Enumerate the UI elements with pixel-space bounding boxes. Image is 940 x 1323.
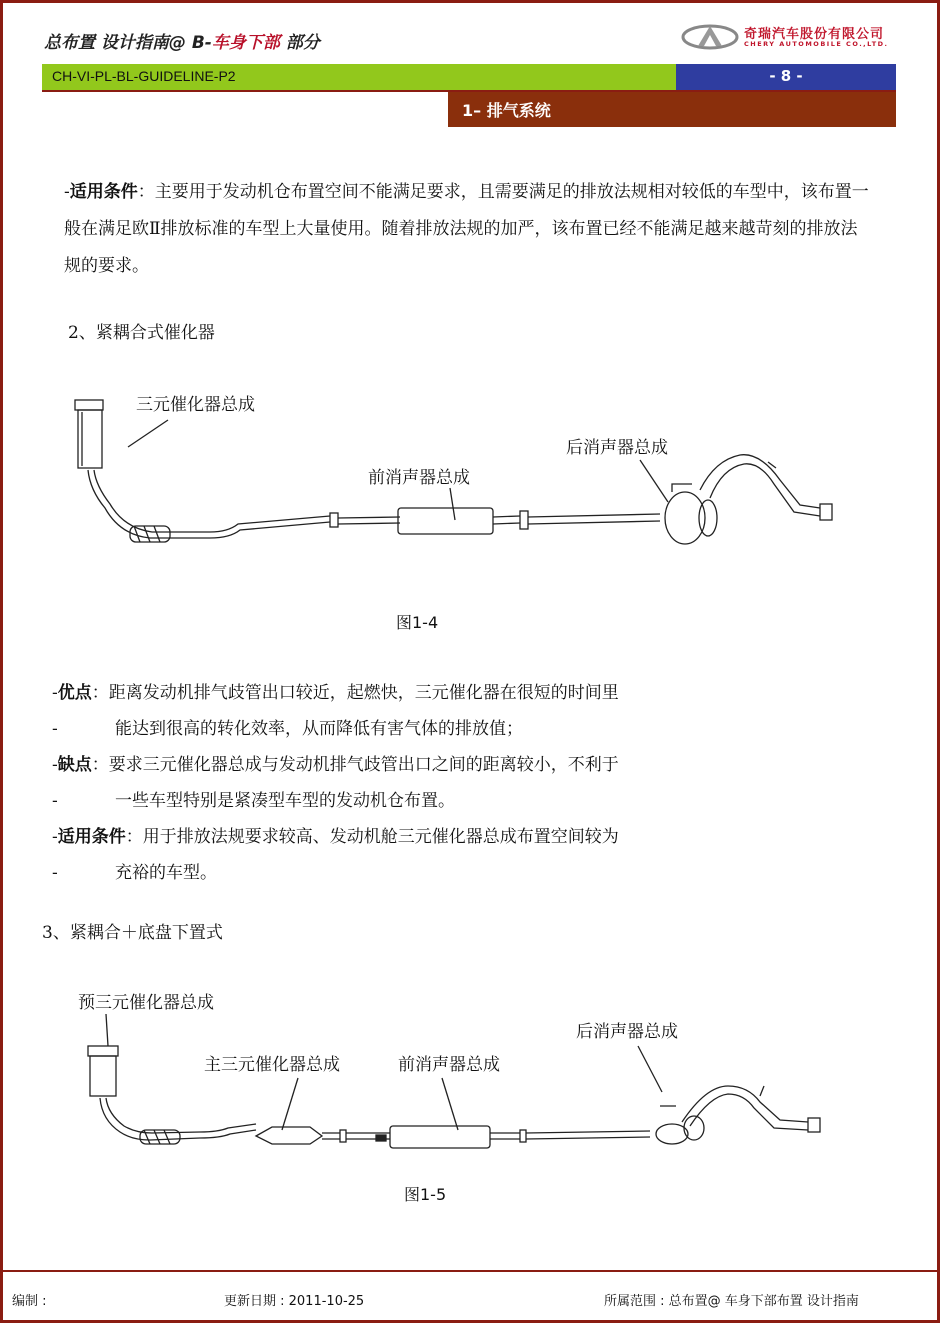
footer-author: 编制 :: [12, 1294, 47, 1309]
label-front-muffler-2: 前消声器总成: [398, 1055, 500, 1075]
label-cat: 三元催化器总成: [136, 395, 255, 415]
doc-code: CH-VI-PL-BL-GUIDELINE-P2: [52, 68, 236, 84]
label-rear-muffler-2: 后消声器总成: [576, 1022, 678, 1042]
disadvantages-line-2: - 一些车型特别是紧凑型车型的发动机仓布置。: [52, 791, 455, 811]
label-front-muffler: 前消声器总成: [368, 468, 470, 488]
exhaust-system-drawing-2: [88, 1014, 820, 1148]
page-number-bar: [676, 64, 896, 90]
footer-date: 更新日期 : 2011-10-25: [224, 1294, 365, 1309]
figure-1-4-caption: 图1-4: [396, 613, 439, 632]
section-title: 1– 排气系统: [462, 101, 551, 120]
page-number: - 8 -: [769, 67, 803, 85]
logo-chinese-text: 奇瑞汽车股份有限公司: [744, 27, 885, 42]
figure-1-5-diagram: [60, 982, 860, 1172]
intro-paragraph: -适用条件：主要用于发动机仓布置空间不能满足要求，且需要满足的排放法规相对较低的车型中，该布置一般在满足欧Ⅱ排放标准的车型上大量使用。随着排放法规的加严，该布置已经不能满足越来越苛刻的排放法规的要求。: [64, 182, 869, 276]
logo-english-text: CHERY AUTOMOBILE CO.,LTD.: [744, 40, 889, 48]
document-title: 总布置 设计指南@ B-车身下部 部分: [44, 33, 320, 53]
applicability-line-2: - 充裕的车型。: [52, 863, 217, 883]
disadvantages-line-1: -缺点：要求三元催化器总成与发动机排气歧管出口之间的距离较小，不利于: [52, 755, 619, 775]
advantages-line-1: -优点：距离发动机排气歧管出口较近，起燃快，三元催化器在很短的时间里: [52, 683, 619, 703]
intro-text: ：主要用于发动机仓布置空间不能满足要求，且需要满足的排放法规相对较低的车型中，该布置一般在满足欧Ⅱ排放标准的车型上大量使用。随着排放法规的加严，该布置已经不能满足越来越苛刻的排放法规的要求。: [64, 182, 869, 276]
applicability-line-1: -适用条件：用于排放法规要求较高、发动机舱三元催化器总成布置空间较为: [52, 827, 619, 847]
chery-emblem-icon: [680, 22, 740, 52]
figure-1-5-caption: 图1-5: [404, 1185, 447, 1204]
footer-scope: 所属范围 : 总布置@ 车身下部布置 设计指南: [604, 1294, 859, 1309]
figure-1-4-diagram: [60, 380, 860, 570]
advantages-line-2: - 能达到很高的转化效率，从而降低有害气体的排放值；: [52, 719, 523, 739]
label-pre-cat: 预三元催化器总成: [78, 993, 214, 1013]
intro-label: 适用条件: [69, 182, 138, 202]
doc-code-bar: [42, 64, 676, 90]
footer-divider: [0, 1270, 940, 1272]
section3-heading: 3、紧耦合＋底盘下置式: [42, 923, 223, 943]
label-main-cat: 主三元催化器总成: [204, 1055, 340, 1075]
section-title-bar: [448, 92, 896, 127]
chery-logo: [680, 22, 900, 54]
label-rear-muffler: 后消声器总成: [566, 438, 668, 458]
section2-heading: 2、紧耦合式催化器: [68, 323, 215, 343]
